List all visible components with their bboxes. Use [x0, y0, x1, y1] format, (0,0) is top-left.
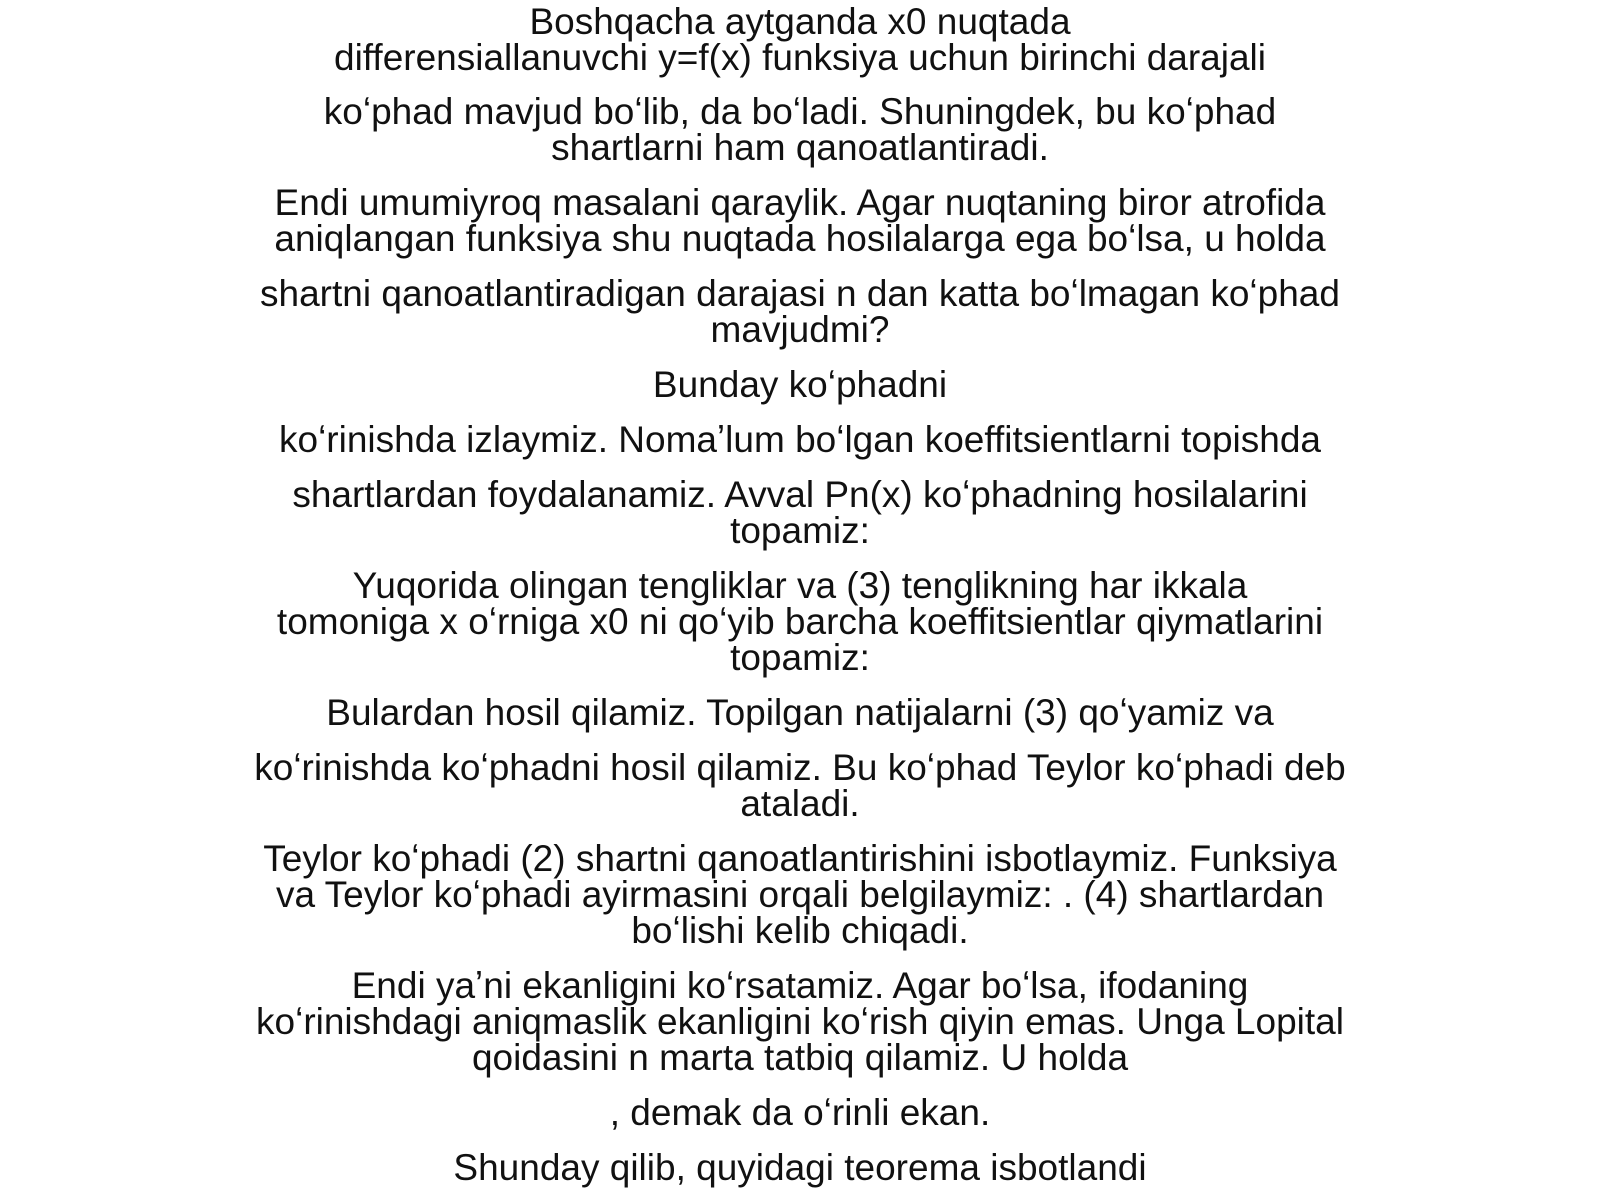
paragraph-9	[200, 692, 1400, 733]
text-line: aniqlangan funksiya shu nuqtada hosilalarga ega boʻlsa, u holda	[274, 218, 1326, 259]
paragraph-14	[200, 1147, 1400, 1188]
text-line: Endi yaʼni ekanligini koʻrsatamiz. Agar boʻlsa, ifodaning	[351, 965, 1249, 1006]
text-line: Bunday koʻphadni	[652, 364, 948, 405]
text-line: koʻrinishda izlaymiz. Nomaʼlum boʻlgan koeffitsientlarni topishda	[279, 419, 1321, 460]
paragraph-11	[200, 838, 1400, 951]
paragraph-3	[200, 182, 1400, 259]
paragraph-1	[200, 1, 1400, 78]
paragraph-2	[200, 91, 1400, 168]
paragraph-8	[200, 565, 1400, 678]
text-line: , demak da oʻrinli ekan.	[609, 1092, 991, 1133]
text-line: differensiallanuvchi y=f(x) funksiya uchun birinchi darajali	[334, 37, 1266, 78]
text-line: tomoniga x oʻrniga x0 ni qoʻyib barcha koeffitsientlar qiymatlarini	[276, 601, 1324, 642]
text-line: shartlarni ham qanoatlantiradi.	[551, 127, 1049, 168]
paragraph-13	[200, 1092, 1400, 1133]
paragraph-7	[200, 474, 1400, 551]
text-line: Boshqacha aytganda x0 nuqtada	[529, 1, 1071, 42]
text-line: ataladi.	[740, 783, 860, 824]
text-line: qoidasini n marta tatbiq qilamiz. U holda	[471, 1037, 1129, 1078]
text-line: boʻlishi kelib chiqadi.	[631, 910, 969, 951]
paragraph-4	[200, 273, 1400, 350]
paragraph-10	[200, 747, 1400, 824]
text-line: shartni qanoatlantiradigan darajasi n dan katta boʻlmagan koʻphad	[260, 273, 1340, 314]
paragraph-6	[200, 419, 1400, 460]
paragraph-5	[200, 364, 1400, 405]
text-line: shartlardan foydalanamiz. Avval Pn(x) koʻphadning hosilalarini	[292, 474, 1308, 515]
text-line: topamiz:	[730, 637, 870, 678]
text-line: koʻrinishda koʻphadni hosil qilamiz. Bu koʻphad Teylor koʻphadi deb	[254, 747, 1346, 788]
document-slide	[200, 0, 1400, 1200]
text-line: koʻphad mavjud boʻlib, da boʻladi. Shuningdek, bu koʻphad	[323, 91, 1277, 132]
text-line: Teylor koʻphadi (2) shartni qanoatlantirishini isbotlaymiz. Funksiya	[263, 838, 1337, 879]
text-line: Endi umumiyroq masalani qaraylik. Agar nuqtaning biror atrofida	[274, 182, 1326, 223]
text-line: koʻrinishdagi aniqmaslik ekanligini koʻrish qiyin emas. Unga Lopital	[256, 1001, 1344, 1042]
text-line: mavjudmi?	[710, 309, 890, 350]
text-line: Shunday qilib, quyidagi teorema isbotlandi	[453, 1147, 1147, 1188]
text-line: va Teylor koʻphadi ayirmasini orqali belgilaymiz: . (4) shartlardan	[275, 874, 1325, 915]
text-line: Yuqorida olingan tengliklar va (3) tenglikning har ikkala	[352, 565, 1248, 606]
text-line: topamiz:	[730, 510, 870, 551]
paragraph-12	[200, 965, 1400, 1078]
text-line: Bulardan hosil qilamiz. Topilgan natijalarni (3) qoʻyamiz va	[326, 692, 1274, 733]
